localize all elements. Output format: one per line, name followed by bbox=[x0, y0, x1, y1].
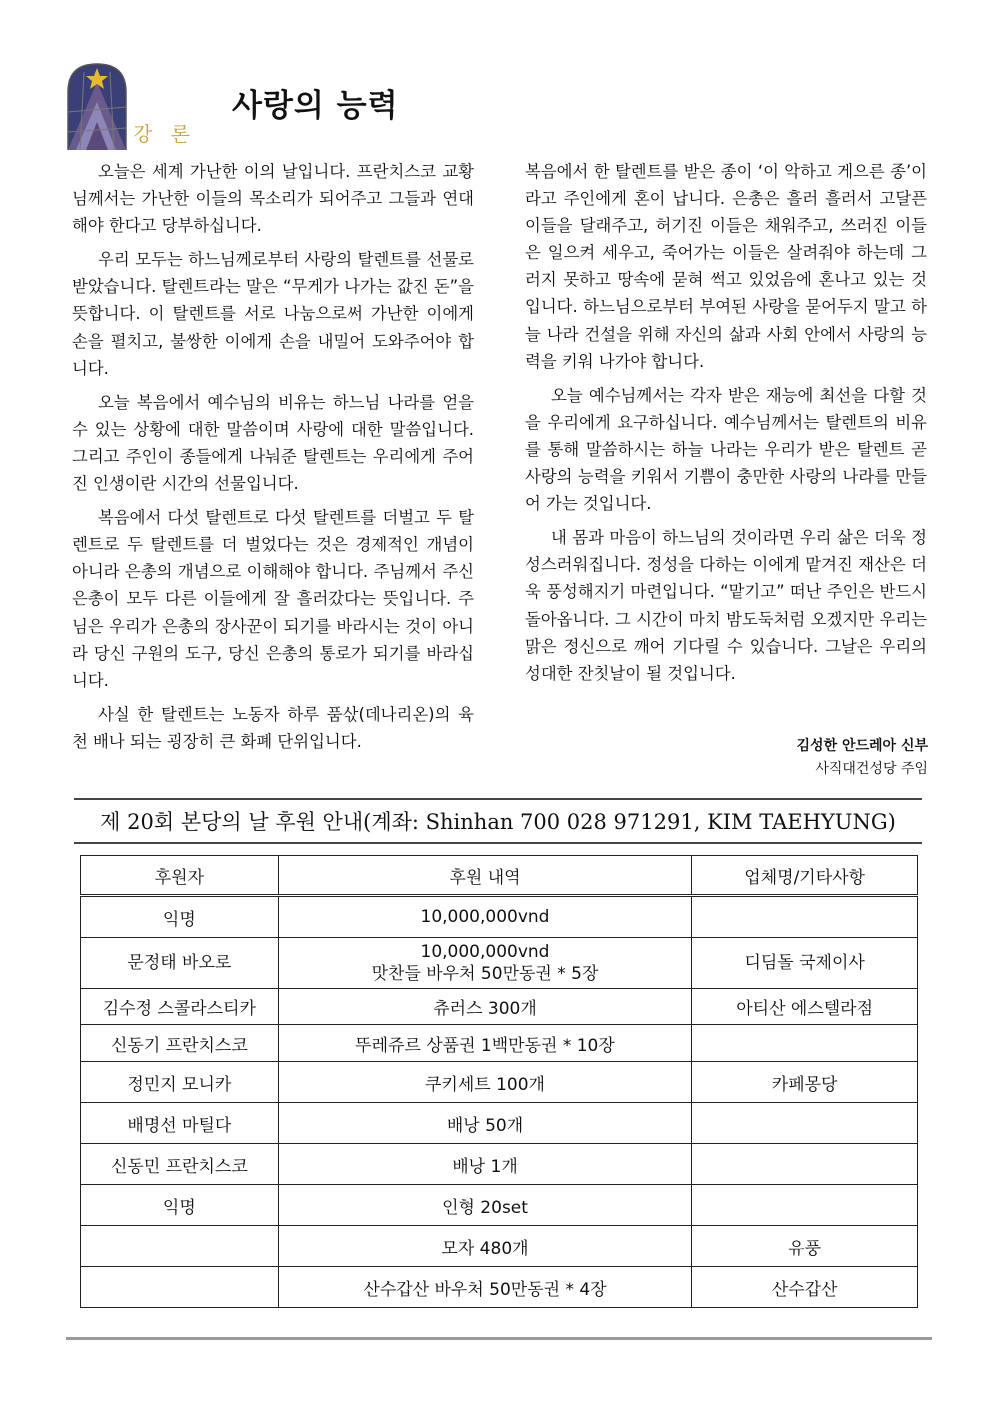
sponsor-cell: 신동민 프란치스코 bbox=[81, 1144, 279, 1185]
table-row bbox=[81, 938, 918, 989]
detail-cell: 모자 480개 bbox=[278, 1226, 692, 1267]
detail-cell: 츄러스 300개 bbox=[278, 989, 692, 1025]
sponsor-cell bbox=[81, 1267, 279, 1308]
stained-glass-logo-icon bbox=[66, 62, 128, 150]
sponsor-cell: 김수정 스콜라스티카 bbox=[81, 989, 279, 1025]
divider bbox=[74, 842, 922, 844]
detail-cell: 배낭 50개 bbox=[278, 1103, 692, 1144]
sponsor-cell: 문정태 바오로 bbox=[81, 938, 279, 989]
table-row bbox=[81, 1025, 918, 1062]
table-row bbox=[81, 1062, 918, 1103]
detail-line: 10,000,000vnd bbox=[420, 942, 550, 962]
table-row bbox=[81, 989, 918, 1025]
note-cell bbox=[692, 1185, 918, 1226]
detail-cell: 배낭 1개 bbox=[278, 1144, 692, 1185]
page-title: 사랑의 능력 bbox=[232, 88, 399, 124]
note-cell bbox=[692, 1144, 918, 1185]
sponsor-title: 제 20회 본당의 날 후원 안내(계좌: Shinhan 700 028 971291, KIM TAEHYUNG) bbox=[100, 810, 896, 834]
table-row bbox=[81, 1144, 918, 1185]
detail-cell: 뚜레쥬르 상품권 1백만동권 * 10장 bbox=[278, 1025, 692, 1062]
column-header: 후원 내역 bbox=[278, 856, 692, 896]
section-label: 강 론 bbox=[133, 122, 196, 146]
sponsor-cell: 익명 bbox=[81, 1185, 279, 1226]
table-row bbox=[81, 1226, 918, 1267]
table-row bbox=[81, 896, 918, 938]
paragraph: 오늘 예수님께서는 각자 받은 재능에 최선을 다할 것을 우리에게 요구하십니다. 예수님께서는 탈렌트의 비유를 통해 말씀하시는 하늘 나라는 우리가 받은 탈렌트 곧 사랑의 능력을 키워서 기쁨이 충만한 사랑의 나라를 만들어 가는 것입니다. bbox=[525, 385, 927, 514]
homily-right-column bbox=[525, 158, 927, 694]
sponsor-cell bbox=[81, 1226, 279, 1267]
detail-line: 맛찬들 바우처 50만동권 * 5장 bbox=[371, 964, 599, 984]
table-header-row bbox=[81, 856, 918, 896]
sponsor-cell: 신동기 프란치스코 bbox=[81, 1025, 279, 1062]
column-header: 후원자 bbox=[81, 856, 279, 896]
sponsor-cell: 익명 bbox=[81, 896, 279, 938]
sponsor-cell: 배명선 마틸다 bbox=[81, 1103, 279, 1144]
note-cell: 유풍 bbox=[692, 1226, 918, 1267]
paragraph: 사실 한 탈렌트는 노동자 하루 품삯(데나리온)의 육천 배나 되는 굉장히 큰 화폐 단위입니다. bbox=[72, 704, 474, 751]
author-role: 사직대건성당 주임 bbox=[815, 761, 928, 777]
paragraph: 복음에서 한 탈렌트를 받은 종이 ‘이 악하고 게으른 종’이라고 주인에게 혼이 납니다. 은총은 흘러 흘러서 고달픈 이들을 달래주고, 허기진 이들은 채워주고, 쓰러진 이들은 일으켜 세우고, 죽어가는 이들은 살려줘야 하는데 그러지 못하고 땅속에 묻혀 썩고 있었음에 혼나고 있는 것입니다. 하느님으로부터 부여된 사랑을 묻어두지 말고 하늘 나라 건설을 위해 자신의 삶과 사회 안에서 사랑의 능력을 키워 나가야 합니다. bbox=[525, 162, 927, 371]
footer-divider bbox=[66, 1337, 932, 1340]
note-cell bbox=[692, 1025, 918, 1062]
note-cell: 카페몽당 bbox=[692, 1062, 918, 1103]
note-cell bbox=[692, 1103, 918, 1144]
paragraph: 우리 모두는 하느님께로부터 사랑의 탈렌트를 선물로 받았습니다. 탈렌트라는 말은 “무게가 나가는 값진 돈”을 뜻합니다. 이 탈렌트를 서로 나눔으로써 가난한 이에게 손을 펼치고, 불쌍한 이에게 손을 내밀어 도와주어야 합니다. bbox=[72, 250, 474, 378]
note-cell: 아티산 에스텔라점 bbox=[692, 989, 918, 1025]
detail-cell: 쿠키세트 100개 bbox=[278, 1062, 692, 1103]
paragraph: 내 몸과 마음이 하느님의 것이라면 우리 삶은 더욱 정성스러워집니다. 정성을 다하는 이에게 맡겨진 재산은 더욱 풍성해지기 마련입니다. “맡기고” 떠난 주인은 반드시 돌아옵니다. 그 시간이 마치 밤도둑처럼 오겠지만 우리는 맑은 정신으로 깨어 기다릴 수 있습니다. 그날은 우리의 성대한 잔칫날이 될 것입니다. bbox=[525, 528, 927, 683]
homily-left-column bbox=[72, 158, 474, 762]
note-cell bbox=[692, 896, 918, 938]
paragraph: 오늘은 세계 가난한 이의 날입니다. 프란치스코 교황님께서는 가난한 이들의 목소리가 되어주고 그들과 연대해야 한다고 당부하십니다. bbox=[72, 162, 474, 236]
column-header: 업체명/기타사항 bbox=[692, 856, 918, 896]
sponsor-cell: 정민지 모니카 bbox=[81, 1062, 279, 1103]
detail-cell: 10,000,000vnd bbox=[278, 896, 692, 938]
table-row bbox=[81, 1103, 918, 1144]
table-row bbox=[81, 1185, 918, 1226]
paragraph: 복음에서 다섯 탈렌트로 다섯 탈렌트를 더벌고 두 탈렌트로 두 탈렌트를 더 벌었다는 것은 경제적인 개념이 아니라 은총의 개념으로 이해해야 합니다. 주님께서 주신 은총이 모두 다른 이들에게 잘 흘러갔다는 뜻입니다. 주님은 우리가 은총의 장사꾼이 되기를 바라시는 것이 아니라 당신 구원의 도구, 당신 은총의 통로가 되기를 바라십니다. bbox=[72, 508, 474, 690]
paragraph: 오늘 복음에서 예수님의 비유는 하느님 나라를 얻을 수 있는 상황에 대한 말씀이며 사랑에 대한 말씀입니다. 그리고 주인이 종들에게 나눠준 탈렌트는 우리에게 주어진 인생이란 시간의 선물입니다. bbox=[72, 392, 474, 494]
detail-cell: 산수갑산 바우처 50만동권 * 4장 bbox=[278, 1267, 692, 1308]
divider bbox=[74, 798, 922, 800]
note-cell: 디딤돌 국제이사 bbox=[692, 938, 918, 989]
detail-cell: 인형 20set bbox=[278, 1185, 692, 1226]
note-cell: 산수갑산 bbox=[692, 1267, 918, 1308]
detail-cell bbox=[278, 938, 692, 989]
table-row bbox=[81, 1267, 918, 1308]
author-name: 김성한 안드레아 신부 bbox=[796, 738, 928, 754]
sponsor-table bbox=[80, 855, 918, 1308]
